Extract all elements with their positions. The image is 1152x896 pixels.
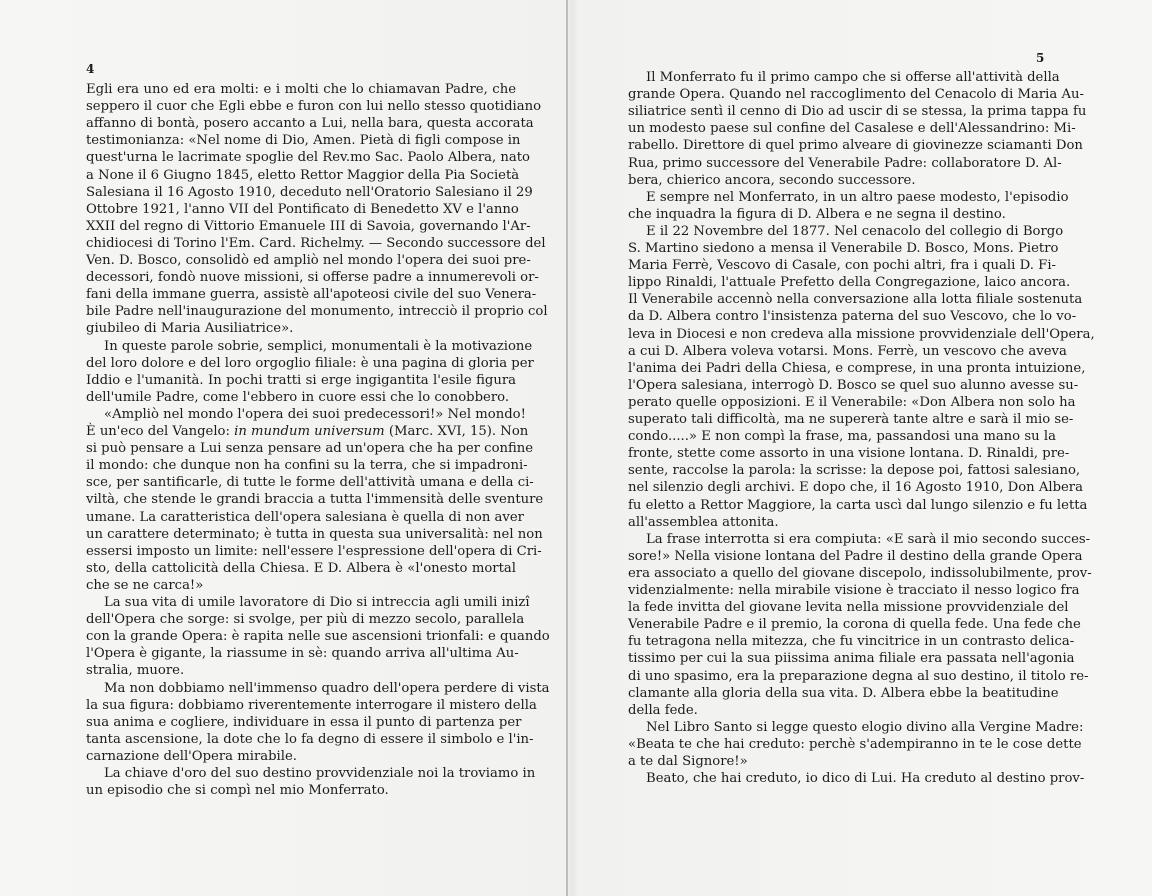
text-line: E il 22 Novembre del 1877. Nel cenacolo del collegio di Borgo: [646, 223, 1064, 239]
text-line: seppero il cuor che Egli ebbe e furon con lui nello stesso quotidiano: [86, 99, 542, 115]
text-line: Egli era uno ed era molti: e i molti che lo chiamavan Padre, che: [86, 82, 516, 97]
text-line: con la grande Opera: è rapita nelle sue ascensioni trionfali: e quando: [86, 629, 550, 645]
text-line: Rua, primo successore del Venerabile Padre: collaboratore D. Al-: [628, 155, 1062, 171]
text-line: leva in Diocesi e non credeva alla missione provvidenziale dell'Opera,: [628, 326, 1095, 342]
text-line: E sempre nel Monferrato, in un altro paese modesto, l'episodio: [646, 189, 1069, 205]
text-line: del loro dolore e del loro orgoglio filiale: è una pagina di gloria per: [86, 355, 534, 371]
text-line: clamante alla gloria della sua vita. D. Albera ebbe la beatitudine: [628, 685, 1059, 701]
text-line: testimonianza: «Nel nome di Dio, Amen. Pietà di figli compose in: [86, 133, 521, 149]
left-page: [0, 0, 566, 896]
text-line: sua anima e cogliere, individuare in essa il punto di partenza per: [86, 714, 522, 730]
text-line: carnazione dell'Opera mirabile.: [86, 748, 297, 764]
text-line: lippo Rinaldi, l'attuale Prefetto della Congregazione, laico ancora.: [628, 275, 1071, 291]
text-line: che se ne carca!»: [86, 577, 204, 593]
text-line: a None il 6 Giugno 1845, eletto Rettor Maggior della Pia Società: [86, 167, 520, 183]
text-line: rabello. Direttore di quel primo alveare di giovinezze sciamanti Don: [628, 138, 1083, 154]
text-line: La sua vita di umile lavoratore di Dio si intreccia agli umili inizî: [104, 595, 530, 610]
text-line: Nel Libro Santo si legge questo elogio divino alla Vergine Madre:: [646, 719, 1084, 735]
text-line: affanno di bontà, posero accanto a Lui, nella bara, questa accorata: [86, 116, 534, 132]
text-line: tanta ascensione, la dote che lo fa degno di essere il simbolo e l'in-: [86, 731, 534, 747]
text-line: un carattere determinato; è tutta in questa sua universalità: nel non: [86, 526, 543, 542]
text-line: La chiave d'oro del suo destino provvidenziale noi la troviamo in: [104, 766, 536, 781]
text-line: siliatrice sentì il cenno di Dio ad uscir di se stessa, la prima tappa fu: [628, 104, 1087, 120]
text-segment: È un'eco del Vangelo:: [86, 424, 235, 439]
text-line: da D. Albera contro l'insistenza paterna del suo Vescovo, che lo vo-: [628, 309, 1077, 325]
text-line: In queste parole sobrie, semplici, monumentali è la motivazione: [104, 338, 533, 354]
text-line: giubileo di Maria Ausiliatrice».: [86, 321, 294, 337]
text-line: dell'Opera che sorge: si svolge, per più di mezzo secolo, parallela: [86, 612, 525, 628]
right-page: [568, 0, 1152, 896]
text-line: «Ampliò nel mondo l'opera dei suoi predecessori!» Nel mondo!: [104, 406, 526, 422]
text-line: bile Padre nell'inaugurazione del monumento, intrecciò il proprio col: [86, 304, 548, 320]
text-line: S. Martino siedono a mensa il Venerabile D. Bosco, Mons. Pietro: [628, 241, 1059, 256]
text-line: un modesto paese sul confine del Casalese e dell'Alessandrino: Mi-: [628, 121, 1076, 137]
text-line: La frase interrotta si era compiuta: «E sarà il mio secondo succes-: [646, 531, 1091, 547]
text-line: [86, 424, 529, 440]
text-line: viltà, che stende le grandi braccia a tutta l'immensità delle sventure: [86, 492, 544, 508]
text-line: XXII del regno di Vittorio Emanuele III di Savoia, governando l'Ar-: [86, 218, 531, 234]
text-line: Iddio e l'umanità. In pochi tratti si erge ingigantita l'esile figura: [86, 372, 516, 388]
text-line: si può pensare a Lui senza pensare ad un'opera che ha per confine: [86, 441, 534, 457]
text-line: perato quelle opposizioni. E il Venerabile: «Don Albera non solo ha: [628, 394, 1076, 410]
text-line: Maria Ferrè, Vescovo di Casale, con pochi altri, fra i quali D. Fi-: [628, 258, 1056, 274]
text-line: superato tali difficoltà, ma ne supererà tante altre e sarà il mio se-: [628, 412, 1074, 427]
text-line: tissimo per cui la sua piissima anima filiale era passata nell'agonia: [628, 651, 1075, 667]
text-line: bera, chierico ancora, secondo successore.: [628, 172, 916, 188]
text-line: il mondo: che dunque non ha confini su la terra, che si impadroni-: [86, 458, 528, 474]
text-line: della fede.: [628, 702, 698, 718]
text-line: fronte, stette come assorto in una visione lontana. D. Rinaldi, pre-: [628, 446, 1070, 462]
text-line: Salesiana il 16 Agosto 1910, deceduto nell'Oratorio Salesiano il 29: [86, 184, 533, 200]
text-line: Ven. D. Bosco, consolidò ed ampliò nel mondo l'opera dei suoi pre-: [86, 253, 531, 268]
text-line: umane. La caratteristica dell'opera salesiana è quella di non aver: [86, 509, 524, 525]
text-line: condo.....» E non compì la frase, ma, passandosi una mano su la: [628, 429, 1056, 445]
text-line: essersi imposto un limite: nell'essere l'espressione dell'opera di Cri-: [86, 543, 542, 559]
text-line: sore!» Nella visione lontana del Padre il destino della grande Opera: [628, 548, 1083, 564]
text-line: era associato a quello del giovane discepolo, indissolubilmente, prov-: [628, 565, 1092, 581]
text-line: fu eletto a Rettor Maggiore, la carta uscì dal lungo silenzio e fu letta: [628, 497, 1088, 513]
text-segment: (Marc. XVI, 15). Non: [384, 424, 529, 439]
text-line: stralia, muore.: [86, 663, 185, 679]
text-line: la sua figura: dobbiamo riverentemente interrogare il mistero della: [86, 697, 537, 713]
text-line: nel silenzio degli archivi. E dopo che, il 16 Agosto 1910, Don Albera: [628, 480, 1083, 496]
text-line: «Beata te che hai creduto: perchè s'adempiranno in te le cose dette: [628, 736, 1082, 752]
text-line: Venerabile Padre e il premio, la corona di quella fede. Una fede che: [628, 617, 1081, 633]
text-line: quest'urna le lacrimate spoglie del Rev.mo Sac. Paolo Albera, nato: [86, 150, 530, 166]
text-line: dell'umile Padre, come l'ebbero in cuore essi che lo conobbero.: [86, 389, 510, 405]
text-line: a te dal Signore!»: [628, 754, 748, 769]
page-number: 5: [1036, 51, 1045, 65]
text-line: l'Opera salesiana, interrogò D. Bosco se quel suo alunno avesse su-: [628, 377, 1079, 393]
text-line: a cui D. Albera voleva votarsi. Mons. Ferrè, un vescovo che aveva: [628, 343, 1067, 359]
text-line: che inquadra la figura di D. Albera e ne segna il destino.: [628, 206, 1006, 222]
text-line: decessori, fondò nuove missioni, si offerse padre a innumerevoli or-: [86, 270, 539, 286]
page-number: 4: [86, 62, 95, 76]
text-line: Beato, che hai creduto, io dico di Lui. Ha creduto al destino prov-: [646, 771, 1085, 787]
text-line: sente, raccolse la parola: la scrisse: la depose poi, fattosi salesiano,: [628, 463, 1081, 479]
latin-quote: in mundum universum: [234, 424, 385, 439]
text-line: fu tetragona nella mitezza, che fu vincitrice in un contrasto delica-: [628, 634, 1075, 650]
text-line: chidiocesi di Torino l'Em. Card. Richelmy. — Secondo successore del: [86, 235, 546, 251]
text-line: Il Monferrato fu il primo campo che si offerse all'attività della: [646, 70, 1060, 85]
text-line: l'Opera è gigante, la riassume in sè: quando arriva all'ultima Au-: [86, 646, 519, 662]
text-line: la fede invitta del giovane levita nella missione provvidenziale del: [628, 600, 1069, 616]
text-line: l'anima dei Padri della Chiesa, e comprese, in una pronta intuizione,: [628, 360, 1086, 376]
text-line: sto, della cattolicità della Chiesa. E D. Albera è «l'onesto mortal: [86, 560, 516, 576]
text-line: sce, per santificarle, di tutte le forme dell'attività umana e della ci-: [86, 475, 534, 491]
text-line: di uno spasimo, era la preparazione degna al suo destino, il titolo re-: [628, 668, 1089, 684]
text-line: all'assemblea attonita.: [628, 514, 779, 530]
text-line: Ma non dobbiamo nell'immenso quadro dell'opera perdere di vista: [104, 680, 550, 696]
text-line: Ottobre 1921, l'anno VII del Pontificato di Benedetto XV e l'anno: [86, 201, 519, 217]
text-line: Il Venerabile accennò nella conversazione alla lotta filiale sostenuta: [628, 292, 1083, 308]
text-line: videnzialmente: nella mirabile visione è tracciato il nesso logico fra: [628, 583, 1080, 598]
text-line: fani della immane guerra, assistè all'apoteosi civile del suo Venera-: [86, 287, 537, 303]
text-line: grande Opera. Quando nel raccoglimento del Cenacolo di Maria Au-: [628, 87, 1084, 103]
text-line: un episodio che si compì nel mio Monferrato.: [86, 783, 389, 799]
